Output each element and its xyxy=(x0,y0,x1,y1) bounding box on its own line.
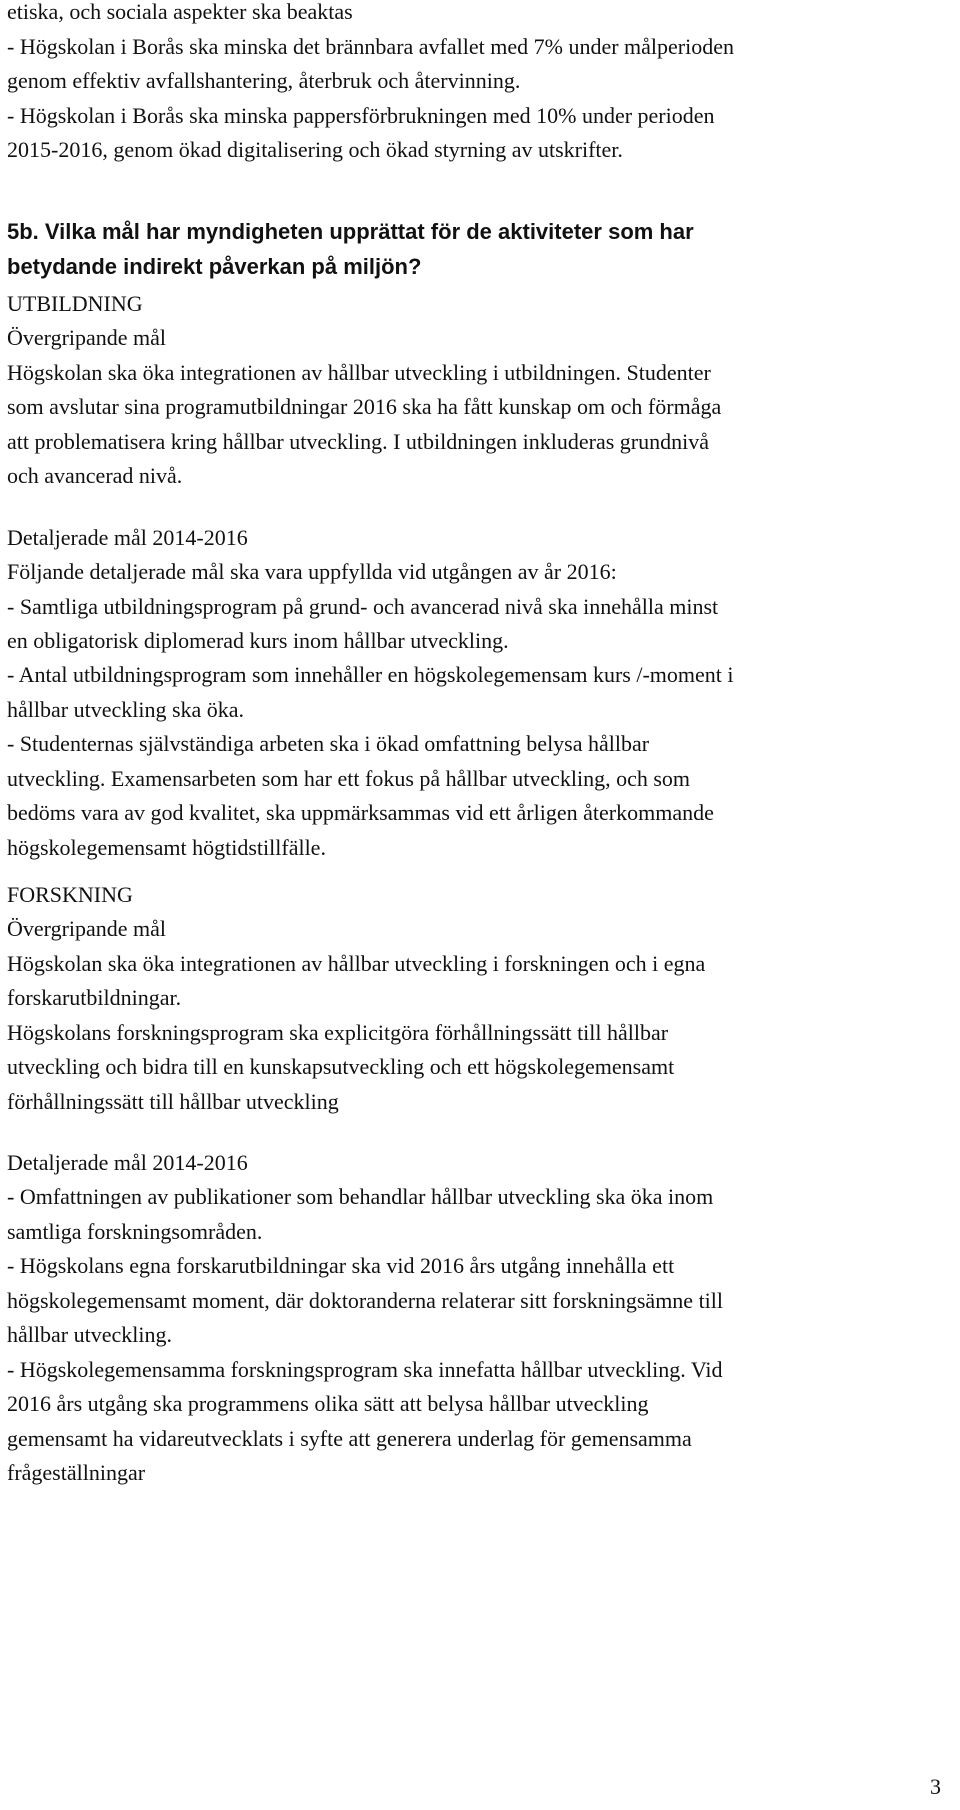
list-item-line: utveckling. Examensarbeten som har ett fokus på hållbar utveckling, och som xyxy=(7,766,691,791)
paragraph-line: och avancerad nivå. xyxy=(7,463,183,488)
detailed-goals-label: Detaljerade mål 2014-2016 xyxy=(7,1150,248,1175)
list-item-line: högskolegemensamt moment, där doktoranderna relaterar sitt forskningsämne till xyxy=(7,1288,724,1313)
intro-line: genom effektiv avfallshantering, återbruk och återvinning. xyxy=(7,68,521,93)
list-item-line: hållbar utveckling ska öka. xyxy=(7,697,245,722)
paragraph-line: som avslutar sina programutbildningar 2016 ska ha fått kunskap om och förmåga xyxy=(7,394,722,419)
intro-line: - Högskolan i Borås ska minska det brännbara avfallet med 7% under målperioden xyxy=(7,34,734,59)
paragraph-line: Högskolan ska öka integrationen av hållbar utveckling i forskningen och i egna xyxy=(7,951,706,976)
question-heading: betydande indirekt påverkan på miljön? xyxy=(7,254,422,279)
list-item-line: - Omfattningen av publikationer som behandlar hållbar utveckling ska öka inom xyxy=(7,1184,714,1209)
list-item-line: - Studenternas självständiga arbeten ska i ökad omfattning belysa hållbar xyxy=(7,731,650,756)
list-item-line: hållbar utveckling. xyxy=(7,1322,172,1347)
list-item-line: samtliga forskningsområden. xyxy=(7,1219,263,1244)
list-item-line: 2016 års utgång ska programmens olika sätt att belysa hållbar utveckling xyxy=(7,1391,649,1416)
detailed-goals-label: Detaljerade mål 2014-2016 xyxy=(7,525,248,550)
list-item-line: gemensamt ha vidareutvecklats i syfte att generera underlag för gemensamma xyxy=(7,1426,692,1451)
paragraph-line: utveckling och bidra till en kunskapsutveckling och ett högskolegemensamt xyxy=(7,1054,675,1079)
paragraph-line: förhållningssätt till hållbar utveckling xyxy=(7,1089,339,1114)
question-heading: 5b. Vilka mål har myndigheten upprättat för de aktiviteter som har xyxy=(7,219,694,244)
overall-goal-label: Övergripande mål xyxy=(7,325,167,350)
intro-line: etiska, och sociala aspekter ska beaktas xyxy=(7,0,353,24)
list-item-line: högskolegemensamt högtidstillfälle. xyxy=(7,835,326,860)
paragraph-line: att problematisera kring hållbar utveckling. I utbildningen inkluderas grundnivå xyxy=(7,429,709,454)
intro-line: - Högskolan i Borås ska minska pappersförbrukningen med 10% under perioden xyxy=(7,103,715,128)
list-item-line: en obligatorisk diplomerad kurs inom hållbar utveckling. xyxy=(7,628,509,653)
paragraph-line: Högskolan ska öka integrationen av hållbar utveckling i utbildningen. Studenter xyxy=(7,360,711,385)
list-item-line: - Högskolans egna forskarutbildningar ska vid 2016 års utgång innehålla ett xyxy=(7,1253,675,1278)
list-item-line: - Högskolegemensamma forskningsprogram ska innefatta hållbar utveckling. Vid xyxy=(7,1357,723,1382)
overall-goal-label: Övergripande mål xyxy=(7,916,167,941)
section-heading-forskning: FORSKNING xyxy=(7,882,133,907)
page-number: 3 xyxy=(930,1774,941,1799)
list-item-line: frågeställningar xyxy=(7,1460,146,1485)
paragraph-line: forskarutbildningar. xyxy=(7,985,182,1010)
paragraph-line: Följande detaljerade mål ska vara uppfyllda vid utgången av år 2016: xyxy=(7,559,617,584)
list-item-line: - Samtliga utbildningsprogram på grund- och avancerad nivå ska innehålla minst xyxy=(7,594,719,619)
intro-line: 2015-2016, genom ökad digitalisering och ökad styrning av utskrifter. xyxy=(7,137,623,162)
list-item-line: bedöms vara av god kvalitet, ska uppmärksammas vid ett årligen återkommande xyxy=(7,800,714,825)
paragraph-line: Högskolans forskningsprogram ska explicitgöra förhållningssätt till hållbar xyxy=(7,1020,669,1045)
list-item-line: - Antal utbildningsprogram som innehåller en högskolegemensam kurs /-moment i xyxy=(7,662,734,687)
section-heading-utbildning: UTBILDNING xyxy=(7,291,143,316)
